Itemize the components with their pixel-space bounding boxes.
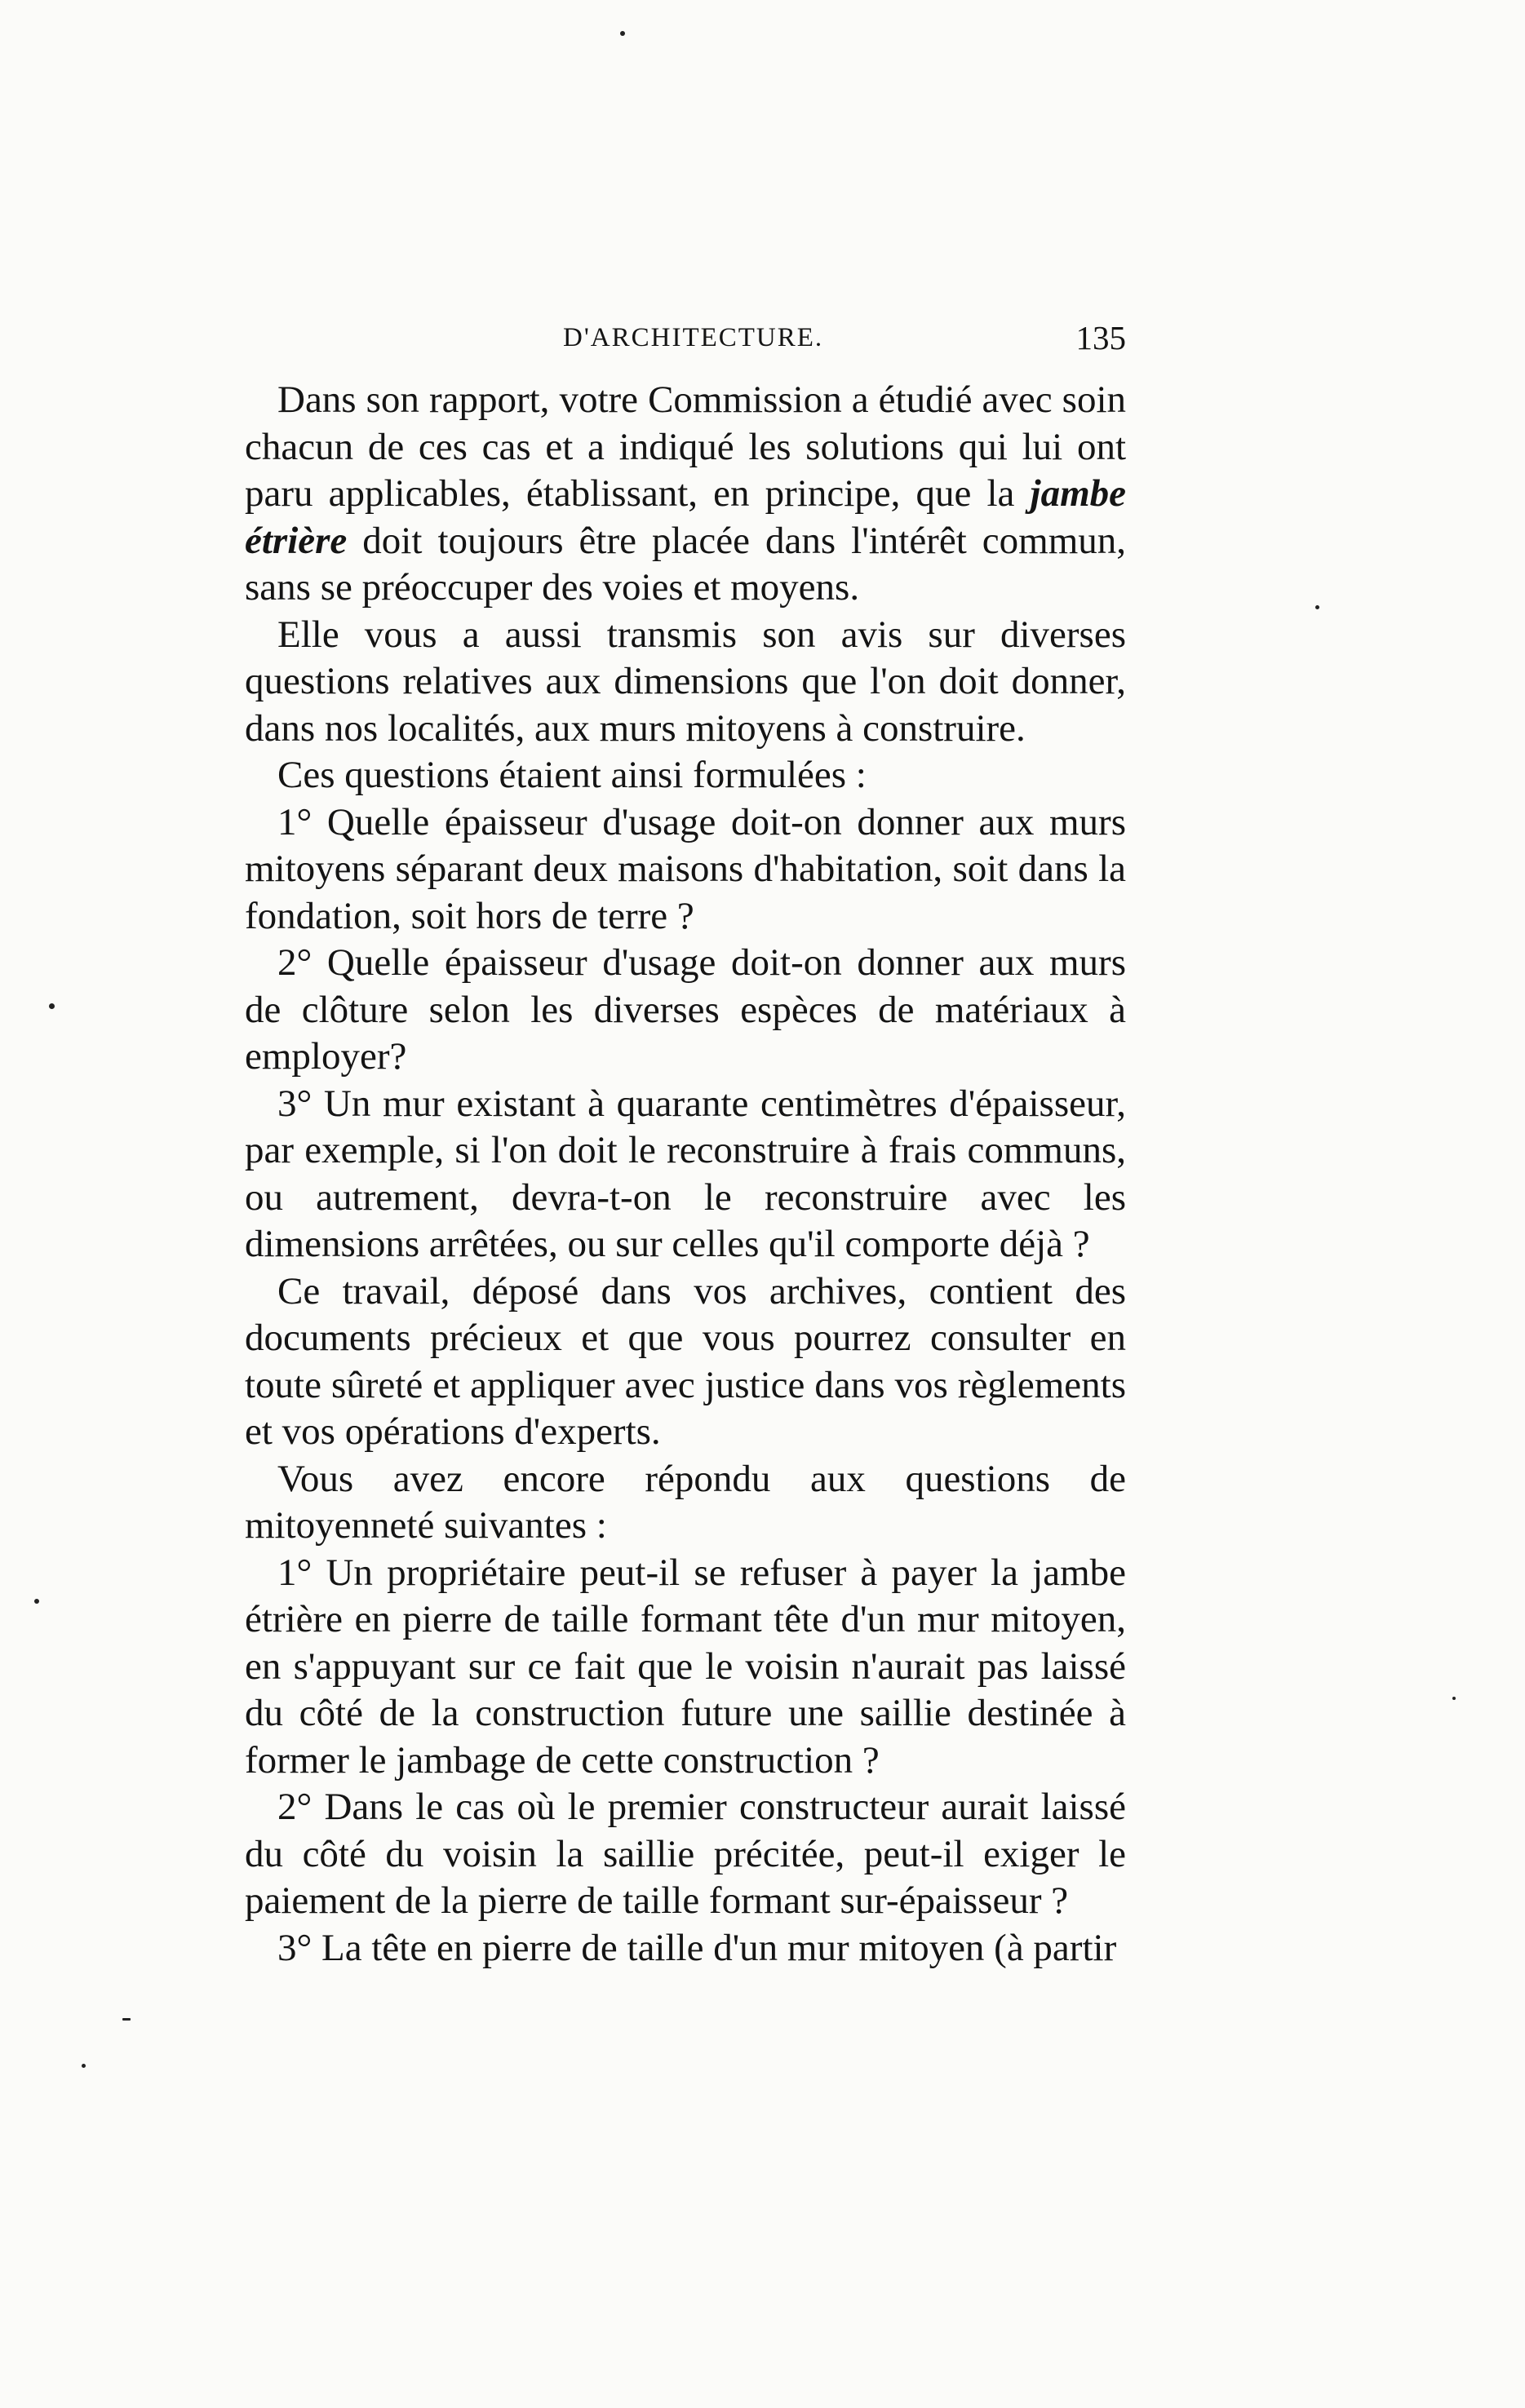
- paragraph-text: Dans son rapport, votre Commission a étudié avec soin chacun de ces cas et a indiqué les solutions qui lui ont paru applicables, établissant, en principe, que la: [245, 378, 1126, 515]
- question-item: 3° Un mur existant à quarante centimètres d'épaisseur, par exemple, si l'on doit le reconstruire à frais communs, ou autrement, devra-t-on le reconstruire avec les dimensions arrêtées, ou sur celles qu'il comporte déjà ?: [245, 1082, 1126, 1265]
- question-item: 3° La tête en pierre de taille d'un mur mitoyen (à partir: [277, 1926, 1117, 1969]
- paper-speck: [49, 1003, 55, 1009]
- question-item: 2° Quelle épaisseur d'usage doit-on donner aux murs de clôture selon les diverses espèces de matériaux à employer?: [245, 941, 1126, 1078]
- running-head: [245, 319, 1126, 372]
- question-item: 1° Un propriétaire peut-il se refuser à payer la jambe étrière en pierre de taille formant tête d'un mur mitoyen, en s'appuyant sur ce fait que le voisin n'aurait pas laissé du côté de la construction future une saillie destinée à former le jambage de cette construction ?: [245, 1551, 1126, 1782]
- paragraph: Ce travail, déposé dans vos archives, contient des documents précieux et que vous pourrez consulter en toute sûreté et appliquer avec justice dans vos règlements et vos opérations d'experts.: [245, 1269, 1126, 1453]
- paragraph: Ces questions étaient ainsi formulées :: [277, 754, 867, 796]
- paragraph: Vous avez encore répondu aux questions de mitoyenneté suivantes :: [245, 1457, 1126, 1547]
- paragraph: [245, 377, 1126, 612]
- paper-speck: [1315, 605, 1319, 609]
- paper-speck: [82, 2064, 86, 2068]
- running-title: D'ARCHITECTURE.: [563, 323, 824, 352]
- paragraph: Elle vous a aussi transmis son avis sur diverses questions relatives aux dimensions que l'on doit donner, dans nos localités, aux murs mitoyens à construire.: [245, 613, 1126, 750]
- question-item: 2° Dans le cas où le premier constructeur aurait laissé du côté du voisin la saillie précitée, peut-il exiger le paiement de la pierre de taille formant sur-épaisseur ?: [245, 1786, 1126, 1922]
- question-item: 1° Quelle épaisseur d'usage doit-on donner aux murs mitoyens séparant deux maisons d'habitation, soit dans la fondation, soit hors de terre ?: [245, 800, 1126, 937]
- paper-speck: [620, 31, 625, 36]
- paper-speck: [122, 2018, 131, 2021]
- paper-speck: [1452, 1697, 1456, 1700]
- paragraph-text: doit toujours être placée dans l'intérêt commun, sans se préoccuper des voies et moyens.: [245, 519, 1126, 609]
- page-number: 135: [1075, 319, 1126, 356]
- paper-speck: [34, 1599, 39, 1604]
- body-text: [245, 377, 1126, 1972]
- emphasized-term: jambe étrière: [245, 472, 1126, 562]
